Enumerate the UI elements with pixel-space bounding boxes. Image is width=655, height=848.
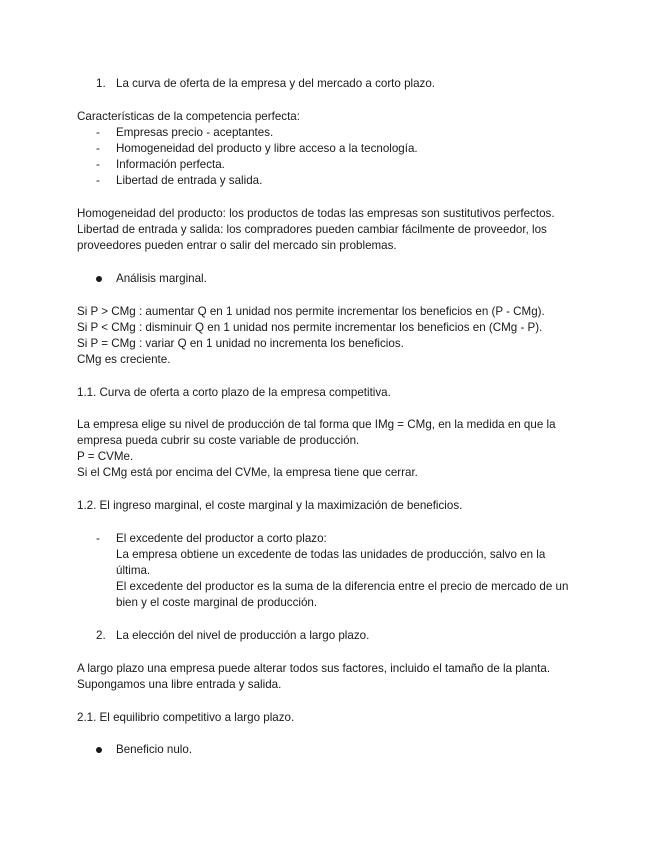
- dash-marker: -: [96, 126, 100, 139]
- section-heading-1-2: 1.2. El ingreso marginal, el coste marginal y la maximización de beneficios.: [77, 499, 463, 512]
- paragraph-line: Si P > CMg : aumentar Q en 1 unidad nos permite incrementar los beneficios en (P - CMg).: [77, 305, 545, 318]
- list-item: Libertad de entrada y salida.: [116, 174, 263, 187]
- bullet-icon: [96, 747, 102, 753]
- excedente-line: El excedente del productor a corto plazo:: [116, 532, 327, 545]
- paragraph-line: Libertad de entrada y salida: los compradores pueden cambiar fácilmente de proveedor, los: [77, 223, 547, 236]
- paragraph-line: La empresa elige su nivel de producción de tal forma que IMg = CMg, en la medida en que la: [77, 418, 556, 431]
- section-heading-2-1: 2.1. El equilibrio competitivo a largo plazo.: [77, 711, 295, 724]
- paragraph-line: CMg es creciente.: [77, 353, 171, 366]
- dash-marker: -: [96, 142, 100, 155]
- heading-item-2: La elección del nivel de producción a largo plazo.: [116, 629, 370, 642]
- bullet-icon: [96, 276, 102, 282]
- paragraph-line: Homogeneidad del producto: los productos de todas las empresas son sustitutivos perfectos.: [77, 207, 555, 220]
- paragraph-line: empresa pueda cubrir su coste variable de producción.: [77, 434, 360, 447]
- excedente-line: La empresa obtiene un excedente de todas las unidades de producción, salvo en la: [116, 548, 546, 561]
- list-item: Empresas precio - aceptantes.: [116, 126, 274, 139]
- list-item: Información perfecta.: [116, 158, 225, 171]
- section-heading-1-1: 1.1. Curva de oferta a corto plazo de la empresa competitiva.: [77, 386, 391, 399]
- dash-marker: -: [96, 174, 100, 187]
- bullet-item-analisis: Análisis marginal.: [116, 272, 207, 285]
- paragraph-line: P = CVMe.: [77, 450, 134, 463]
- list-item: Homogeneidad del producto y libre acceso a la tecnología.: [116, 142, 418, 155]
- heading-item-1: La curva de oferta de la empresa y del mercado a corto plazo.: [116, 77, 436, 90]
- paragraph-line: Si P < CMg : disminuir Q en 1 unidad nos permite incrementar los beneficios en (CMg - P).: [77, 321, 543, 334]
- excedente-line: El excedente del productor es la suma de la diferencia entre el precio de mercado de un: [116, 580, 569, 593]
- caracteristicas-title: Características de la competencia perfecta:: [77, 110, 300, 123]
- list-number: 1.: [96, 77, 106, 90]
- paragraph-line: Supongamos una libre entrada y salida.: [77, 678, 282, 691]
- paragraph-line: Si el CMg está por encima del CVMe, la empresa tiene que cerrar.: [77, 466, 418, 479]
- dash-marker: -: [96, 532, 100, 545]
- excedente-line: última.: [116, 564, 151, 577]
- paragraph-line: A largo plazo una empresa puede alterar todos sus factores, incluido el tamaño de la planta.: [77, 662, 551, 675]
- list-number: 2.: [96, 629, 106, 642]
- paragraph-line: Si P = CMg : variar Q en 1 unidad no incrementa los beneficios.: [77, 337, 404, 350]
- bullet-item-beneficio: Beneficio nulo.: [116, 743, 193, 756]
- dash-marker: -: [96, 158, 100, 171]
- paragraph-line: proveedores pueden entrar o salir del mercado sin problemas.: [77, 239, 397, 252]
- excedente-line: bien y el coste marginal de producción.: [116, 596, 318, 609]
